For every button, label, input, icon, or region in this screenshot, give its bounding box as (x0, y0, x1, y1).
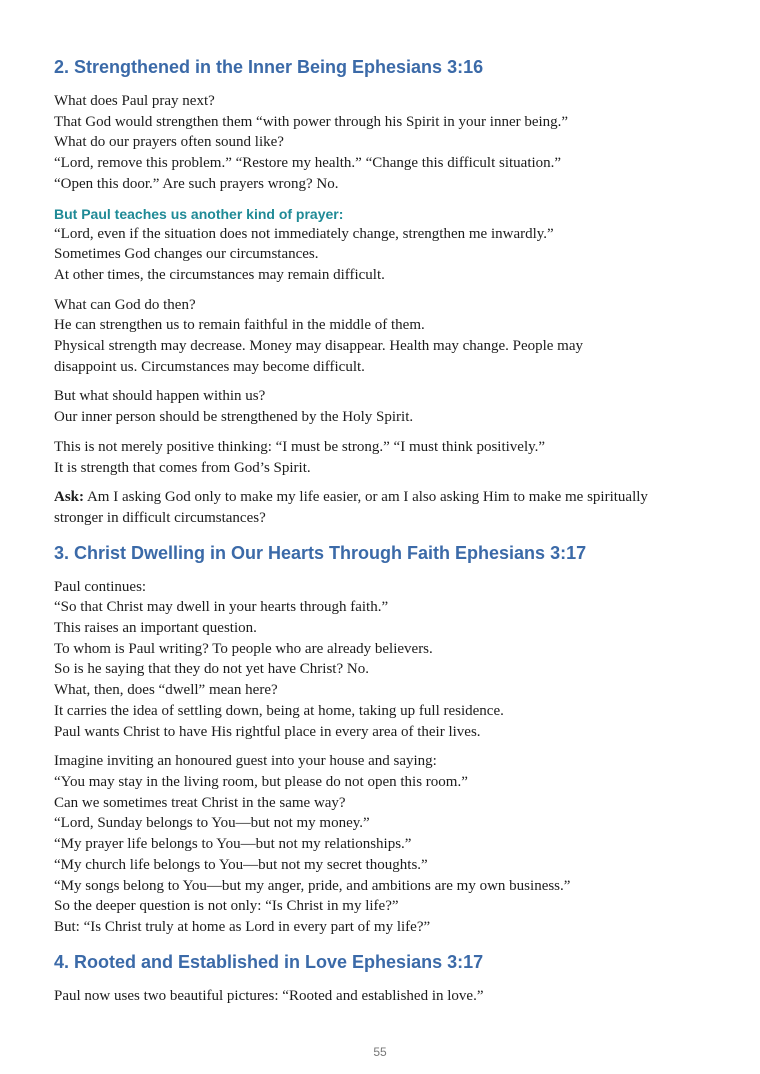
text-line: “Lord, Sunday belongs to You—but not my money.” (54, 815, 370, 832)
ask-label: Ask: (54, 489, 85, 506)
text-line: Physical strength may decrease. Money may disappear. Health may change. People may (54, 338, 583, 355)
text-line: “You may stay in the living room, but please do not open this room.” (54, 773, 468, 790)
ask-text: Am I asking God only to make my life easier, or am I also asking Him to make me spiritually (86, 489, 648, 506)
section-2-paragraph-3 (54, 295, 734, 378)
text-line: “My prayer life belongs to You—but not my relationships.” (54, 836, 412, 853)
text-line: He can strengthen us to remain faithful in the middle of them. (54, 317, 425, 334)
text-line: Paul now uses two beautiful pictures: “Rooted and established in love.” (54, 987, 484, 1004)
section-2-paragraph-2 (54, 224, 734, 286)
text-line (54, 487, 734, 508)
ask-paragraph (54, 487, 734, 528)
text-line: “Open this door.” Are such prayers wrong? No. (54, 175, 339, 192)
text-line: “So that Christ may dwell in your hearts through faith.” (54, 599, 389, 616)
text-line: At other times, the circumstances may remain difficult. (54, 266, 385, 283)
section-2-paragraph-5 (54, 437, 734, 478)
text-line: “Lord, even if the situation does not immediately change, strengthen me inwardly.” (54, 225, 554, 242)
text-line: To whom is Paul writing? To people who are already believers. (54, 640, 433, 657)
document-page (54, 56, 734, 1006)
section-4-paragraph-1 (54, 986, 734, 1007)
text-line: disappoint us. Circumstances may become difficult. (54, 358, 365, 375)
text-line: But what should happen within us? (54, 388, 266, 405)
text-line: Can we sometimes treat Christ in the same way? (54, 794, 346, 811)
text-line: Imagine inviting an honoured guest into your house and saying: (54, 753, 437, 770)
text-line: This raises an important question. (54, 620, 257, 637)
text-line: “Lord, remove this problem.” “Restore my health.” “Change this difficult situation.” (54, 155, 562, 172)
section-3-heading: 3. Christ Dwelling in Our Hearts Through Faith Ephesians 3:17 (54, 542, 587, 563)
section-3-paragraph-1 (54, 577, 734, 743)
text-line: Sometimes God changes our circumstances. (54, 246, 319, 263)
text-line: Paul wants Christ to have His rightful place in every area of their lives. (54, 723, 481, 740)
text-line: “My church life belongs to You—but not my secret thoughts.” (54, 856, 428, 873)
section-2-subheading: But Paul teaches us another kind of prayer: (54, 205, 344, 222)
text-line: So is he saying that they do not yet have Christ? No. (54, 661, 369, 678)
text-line: This is not merely positive thinking: “I must be strong.” “I must think positively.” (54, 438, 546, 455)
text-line: What can God do then? (54, 296, 196, 313)
text-line: Our inner person should be strengthened by the Holy Spirit. (54, 409, 414, 426)
text-line: What, then, does “dwell” mean here? (54, 682, 278, 699)
text-line: It is strength that comes from God’s Spirit. (54, 459, 311, 476)
section-4-heading: 4. Rooted and Established in Love Ephesians 3:17 (54, 951, 484, 972)
text-line: What does Paul pray next? (54, 93, 215, 109)
text-line: So the deeper question is not only: “Is Christ in my life?” (54, 898, 399, 915)
text-line: But: “Is Christ truly at home as Lord in every part of my life?” (54, 918, 431, 935)
section-3-paragraph-2 (54, 751, 734, 937)
section-2-paragraph-1 (54, 91, 734, 195)
text-line: That God would strengthen them “with power through his Spirit in your inner being.” (54, 113, 569, 130)
section-2-paragraph-4 (54, 386, 734, 427)
text-line: What do our prayers often sound like? (54, 134, 284, 151)
text-line: stronger in difficult circumstances? (54, 509, 266, 526)
section-2-heading: 2. Strengthened in the Inner Being Ephesians 3:16 (54, 57, 484, 77)
text-line: “My songs belong to You—but my anger, pride, and ambitions are my own business.” (54, 877, 571, 894)
text-line: Paul continues: (54, 578, 147, 595)
page-number: 55 (373, 1045, 387, 1059)
text-line: It carries the idea of settling down, being at home, taking up full residence. (54, 702, 504, 719)
